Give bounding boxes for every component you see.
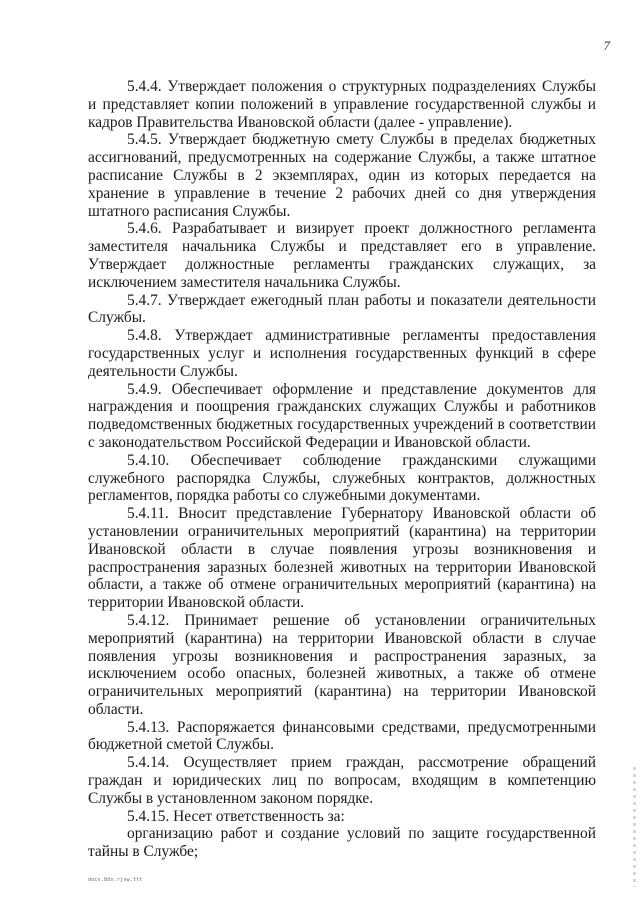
paragraph-5-4-14: 5.4.14. Осуществляет прием граждан, рассмотрение обращений граждан и юридических лиц по вопросам, входящим в компетенцию Службы в установленном законом порядке. [88, 754, 596, 807]
paragraph-5-4-15-item: организацию работ и создание условий по защите государственной тайны в Службе; [88, 825, 596, 861]
document-body [88, 78, 596, 861]
paragraph-5-4-4: 5.4.4. Утверждает положения о структурных подразделениях Службы и представляет копии положений в управление государственной службы и кадров Правительства Ивановской области (далее - управление). [88, 78, 596, 131]
footer-code: docs.8ds.rjsw.ttt [88, 877, 143, 883]
paragraph-5-4-5: 5.4.5. Утверждает бюджетную смету Службы в пределах бюджетных ассигнований, предусмотренных на содержание Службы, а также штатное расписание Службы в 2 экземплярах, один из которых передается на хранение в управление в течение 2 рабочих дней со дня утверждения штатного расписания Службы. [88, 131, 596, 220]
paragraph-5-4-13: 5.4.13. Распоряжается финансовыми средствами, предусмотренными бюджетной сметой Службы. [88, 718, 596, 754]
paragraph-5-4-7: 5.4.7. Утверждает ежегодный план работы и показатели деятельности Службы. [88, 291, 596, 327]
paragraph-5-4-15: 5.4.15. Несет ответственность за: [127, 807, 345, 825]
paragraph-5-4-6: 5.4.6. Разрабатывает и визирует проект должностного регламента заместителя начальника Службы и представляет его в управление. Утверждает должностные регламенты гражданских служащих, за исключением заместителя начальника Службы. [88, 220, 596, 291]
paragraph-5-4-10: 5.4.10. Обеспечивает соблюдение гражданскими служащими служебного распорядка Службы, служебных контрактов, должностных регламентов, порядка работы со служебными документами. [88, 451, 596, 505]
paragraph-5-4-8: 5.4.8. Утверждает административные регламенты предоставления государственных услуг и исполнения государственных функций в сфере деятельности Службы. [88, 327, 596, 380]
page-number: 7 [603, 38, 610, 53]
paragraph-5-4-11: 5.4.11. Вносит представление Губернатору Ивановской области об установлении ограничительных мероприятий (карантина) на территории Ивановской области в случае появления угрозы возникновения и распространения заразных болезней животных на территории Ивановской области, а также об отмене ограничительных мероприятий (карантина) на территории Ивановской области. [88, 505, 596, 612]
scan-edge-mark [633, 767, 636, 887]
paragraph-5-4-12: 5.4.12. Принимает решение об установлении ограничительных мероприятий (карантина) на территории Ивановской области в случае появления угрозы возникновения и распространения заразных, за исключением особо опасных, болезней животных, а также об отмене ограничительных мероприятий (карантина) на территории Ивановской области. [88, 611, 596, 718]
paragraph-5-4-9: 5.4.9. Обеспечивает оформление и представление документов для награждения и поощрения гражданских служащих Службы и работников подведомственных бюджетных государственных учреждений в соответствии с законодательством Российской Федерации и Ивановской области. [88, 380, 596, 451]
